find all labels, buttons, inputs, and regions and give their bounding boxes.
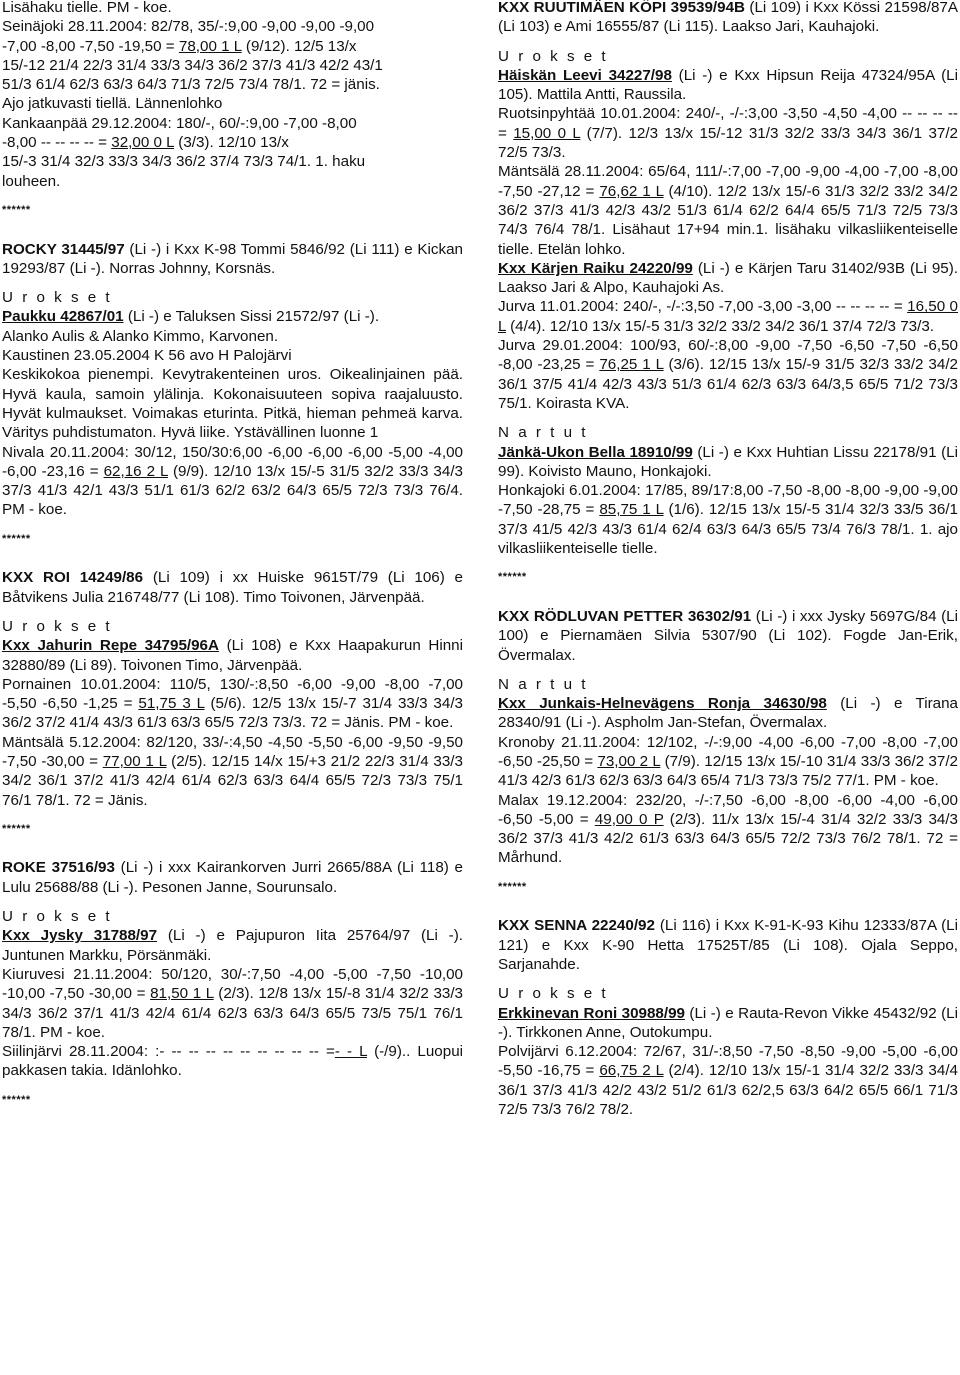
offspring-name: Kxx Junkais-Helnevägens Ronja 34630/98 — [498, 695, 827, 713]
sire-name: KXX RUUTIMÄEN KÖPI 39539/94B — [498, 0, 745, 16]
sire-entry-roke — [2, 858, 463, 1080]
trial-result: Kronoby 21.11.2004: 12/102, -/-:9,00 -4,00 -6,00 -7,00 -8,00 -7,00 -6,50 -25,50 = 73,00 2 L (7/9). 12/15 13/x 15/-10 31/4 33/3 36/2 37/2 41/3 42/3 61/3 62/3 63/3 64/3 65/4 71/3 73/3 75/2 77/1. PM - koe. — [498, 733, 958, 790]
trial-result: Jurva 11.01.2004: 240/-, -/-:3,50 -7,00 -3,00 -3,00 -- -- -- -- = 16,50 0 L (4/4). 12/10 13/x 15/-5 31/3 32/2 33/2 34/2 36/1 37/4 72/3 73/3. — [498, 298, 958, 335]
section-label-females: N a r t u t — [498, 675, 588, 693]
sire-entry-rocky — [2, 240, 463, 520]
trial-score: 49,00 0 P — [594, 810, 664, 828]
text-line: 15/-3 31/4 32/3 33/3 34/3 36/2 37/4 73/3 74/1. 1. haku — [2, 153, 366, 171]
trial-score: 16,50 0 L — [498, 298, 958, 335]
trial-result: Siilinjärvi 28.11.2004: :- -- -- -- -- -- -- -- -- -- =- - L (-/9).. Luopui pakkasen takia. Idänlohko. — [2, 1043, 464, 1080]
trial-score: 73,00 2 L — [597, 752, 661, 770]
sire-entry-senna — [498, 916, 958, 1119]
trial-score: 32,00 0 L — [111, 134, 175, 152]
offspring-name: Kxx Jahurin Repe 34795/96A — [2, 637, 219, 655]
trial-result: Pornainen 10.01.2004: 110/5, 130/-:8,50 -6,00 -9,00 -8,00 -7,00 -5,50 -6,50 -1,25 = 51,75 3 L (5/6). 12/5 13/x 15/-7 31/4 33/3 34/3 36/2 37/2 41/4 43/3 61/3 63/3 65/5 72/3 73/3. 72 = Jänis. PM - koe. — [2, 675, 463, 732]
trial-score: 62,16 2 L — [103, 462, 168, 480]
trial-result: Jurva 29.01.2004: 100/93, 60/-:8,00 -9,00 -7,50 -6,50 -7,50 -6,50 -8,00 -23,25 = 76,25 1 L (3/6). 12/15 13/x 15/-9 31/5 32/3 33/2 34/2 36/1 37/5 41/4 42/3 43/3 51/3 61/4 62/3 63/3 64/3,5 65/5 71/2 73/3 75/1. Koirasta KVA. — [498, 337, 958, 412]
trial-result: Ruotsinpyhtää 10.01.2004: 240/-, -/-:3,00 -3,50 -4,50 -4,00 -- -- -- -- = 15,00 0 L (7/7). 12/3 13/x 15/-12 31/3 32/2 33/3 34/3 36/1 37/2 72/5 73/3. — [498, 105, 959, 162]
trial-score: 76,62 1 L — [599, 182, 664, 200]
offspring-header: Kxx Junkais-Helnevägens Ronja 34630/98 (Li -) e Tirana 28340/91 (Li -). Aspholm Jan-Stefan, Övermalax. — [498, 695, 958, 732]
text-line: 51/3 61/4 62/3 63/3 64/3 71/3 72/5 73/4 78/1. 72 = jänis. — [2, 76, 380, 94]
section-label-males: U r o k s e t — [2, 617, 113, 635]
trial-result: Mäntsälä 28.11.2004: 65/64, 111/-:7,00 -7,00 -9,00 -4,00 -7,00 -8,00 -7,50 -27,12 = 76,62 1 L (4/10). 12/2 13/x 15/-6 31/3 32/2 33/2 34/2 36/2 37/3 41/3 42/3 43/2 51/3 61/4 62/2 64/4 65/5 71/3 72/5 73/3 74/3 76/4 78/1. Lisähaut 17+94 min.1. lisähaku vilkasliikenteiselle tielle. Etelän lohko. — [498, 163, 958, 258]
trial-result: Honkajoki 6.01.2004: 17/85, 89/17:8,00 -7,50 -8,00 -8,00 -9,00 -9,00 -7,50 -28,75 = 85,75 1 L (1/6). 12/15 13/x 15/-5 31/4 32/3 33/5 36/1 37/3 41/5 42/3 43/3 61/4 62/4 63/3 64/3 65/5 73/4 76/3 78/1. 1. ajo vilkasliikenteiselle tielle. — [498, 482, 958, 558]
separator: ****** — [2, 203, 31, 216]
trial-result: Kiuruvesi 21.11.2004: 50/120, 30/-:7,50 -4,00 -5,00 -7,50 -10,00 -10,00 -7,50 -30,00 = 81,50 1 L (2/3). 12/8 13/x 15/-8 31/4 32/2 33/3 34/3 36/2 37/1 41/3 42/4 61/4 62/3 63/3 64/3 65/5 73/5 75/1 76/1 78/1. PM - koe. — [2, 965, 464, 1041]
section-label-males: U r o k s e t — [498, 47, 609, 65]
trial-score: 15,00 0 L — [513, 124, 581, 142]
sire-header: ROCKY 31445/97 (Li -) i Kxx K-98 Tommi 5846/92 (Li 111) e Kickan 19293/87 (Li -). Norras Johnny, Korsnäs. — [2, 240, 464, 277]
offspring-header: Jänkä-Ukon Bella 18910/99 (Li -) e Kxx Huhtian Lissu 22178/91 (Li 99). Koivisto Mauno, Honkajoki. — [498, 443, 958, 480]
sire-name: KXX RÖDLUVAN PETTER 36302/91 — [498, 607, 752, 625]
sire-name: ROKE 37516/93 — [2, 859, 115, 877]
trial-result-line: -7,00 -8,00 -7,50 -19,50 = 78,00 1 L (9/12). 12/5 13/x — [2, 37, 357, 55]
offspring-name: Kxx Kärjen Raiku 24220/99 — [498, 259, 693, 277]
offspring-header: Kxx Jysky 31788/97 (Li -) e Pajupuron Iita 25764/97 (Li -). Juntunen Markku, Pörsänmäki. — [2, 927, 463, 964]
separator: ****** — [2, 532, 31, 545]
trial-score: 78,00 1 L — [178, 37, 242, 55]
trial-result: Mäntsälä 5.12.2004: 82/120, 33/-:4,50 -4,50 -5,50 -6,00 -9,50 -9,50 -7,50 -30,00 = 77,00 1 L (2/5). 12/15 14/x 15/+3 21/2 22/3 31/4 33/3 34/2 36/1 37/2 41/3 42/4 61/4 62/3 63/3 64/4 65/5 72/3 73/3 75/1 76/1 78/1. 72 = Jänis. — [2, 733, 463, 809]
owner-line: Alanko Aulis & Alanko Kimmo, Karvonen. — [2, 327, 279, 345]
trial-score: 66,75 2 L — [599, 1062, 664, 1080]
sire-entry-petter — [498, 607, 958, 868]
sire-header: KXX SENNA 22240/92 (Li 116) i Kxx K-91-K-93 Kihu 12333/87A (Li 121) e Kxx K-90 Hetta 17525T/85 (Li 108). Ojala Seppo, Sarjanahde. — [498, 917, 958, 973]
text-line: Seinäjoki 28.11.2004: 82/78, 35/-:9,00 -9,00 -9,00 -9,00 — [2, 18, 375, 36]
section-label-females: N a r t u t — [498, 424, 588, 442]
offspring-name: Kxx Jysky 31788/97 — [2, 927, 158, 945]
show-description: Keskikokoa pienempi. Kevytrakenteinen uros. Oikealinjainen pää. Hyvä kaula, samoin ylälinja. Kokonaisuuteen sopiva raajaluusto. Hyvät kulmaukset. Voimakas eturinta. Pitkä, hieman pehmeä karva. Väritys puhdistumaton. Hyvä liike. Ystävällinen luonne 1 — [2, 366, 463, 442]
text-line: Kankaanpää 29.12.2004: 180/-, 60/-:9,00 -7,00 -8,00 — [2, 114, 357, 132]
section-label-males: U r o k s e t — [498, 985, 609, 1003]
section-label-males: U r o k s e t — [2, 908, 113, 926]
trial-score: 81,50 1 L — [150, 985, 214, 1003]
offspring-header: Erkkinevan Roni 30988/99 (Li -) e Rauta-Revon Vikke 45432/92 (Li -). Tirkkonen Anne, Outokumpu. — [498, 1004, 958, 1041]
trial-result-line: -8,00 -- -- -- -- = 32,00 0 L (3/3). 12/10 13/x — [2, 134, 289, 152]
trial-score: 77,00 1 L — [102, 752, 167, 770]
sire-name: ROCKY 31445/97 — [2, 240, 125, 258]
separator: ****** — [2, 1093, 31, 1106]
trial-score: 76,25 1 L — [599, 356, 664, 374]
sire-header: KXX RUUTIMÄEN KÖPI 39539/94B (Li 109) i Kxx Kössi 21598/87A (Li 103) e Ami 16555/87 (Li 115). Laakso Jari, Kauhajoki. — [498, 0, 958, 36]
sire-name: KXX SENNA 22240/92 — [498, 917, 655, 935]
trial-score: - - L — [334, 1043, 368, 1061]
offspring-header: Häiskän Leevi 34227/98 (Li -) e Kxx Hipsun Reija 47324/95A (Li 105). Mattila Antti, Raussila. — [498, 66, 958, 104]
offspring-name: Häiskän Leevi 34227/98 — [498, 66, 672, 84]
separator: ****** — [2, 822, 31, 835]
separator: ****** — [498, 880, 527, 893]
section-label-males: U r o k s e t — [2, 289, 113, 307]
sire-entry-kopi — [498, 0, 958, 558]
offspring-header: Kxx Jahurin Repe 34795/96A (Li 108) e Kxx Haapakurun Hinni 32880/89 (Li 89). Toivonen Timo, Järvenpää. — [2, 637, 463, 674]
sire-entry-roi — [2, 568, 463, 810]
offspring-name: Jänkä-Ukon Bella 18910/99 — [498, 443, 693, 461]
offspring-header: Paukku 42867/01 (Li -) e Taluksen Sissi 21572/97 (Li -). — [2, 308, 380, 326]
sire-header: ROKE 37516/93 (Li -) i xxx Kairankorven Jurri 2665/88A (Li 118) e Lulu 25688/88 (Li -). Pesonen Janne, Sourunsalo. — [2, 859, 463, 896]
sire-header: KXX RÖDLUVAN PETTER 36302/91 (Li -) i xxx Jysky 5697G/84 (Li 100) e Piernamäen Silvia 5307/90 (Li 102). Fogde Jan-Erik, Övermalax. — [498, 607, 959, 664]
right-column — [498, 0, 958, 1119]
text-line: Lisähaku tielle. PM - koe. — [2, 0, 172, 16]
trial-result: Nivala 20.11.2004: 30/12, 150/30:6,00 -6,00 -6,00 -6,00 -5,00 -4,00 -6,00 -23,16 = 62,16 2 L (9/9). 12/10 13/x 15/-5 31/5 32/2 33/3 34/3 37/3 41/3 42/1 43/3 51/1 61/3 62/2 63/2 64/3 65/5 72/3 73/3 76/4. PM - koe. — [2, 443, 463, 519]
sire-name: KXX ROI 14249/86 — [2, 569, 144, 587]
offspring-header: Kxx Kärjen Raiku 24220/99 (Li -) e Kärjen Taru 31402/93B (Li 95). Laakso Jari & Alpo, Kauhajoki As. — [498, 259, 958, 297]
separator: ****** — [498, 571, 527, 584]
text-line: 15/-12 21/4 22/3 31/4 33/3 34/3 36/2 37/3 41/3 42/2 43/1 — [2, 56, 383, 74]
trial-score: 85,75 1 L — [599, 501, 664, 519]
sire-header: KXX ROI 14249/86 (Li 109) i xx Huiske 9615T/79 (Li 106) e Båtvikens Julia 216748/77 (Li 108). Timo Toivonen, Järvenpää. — [2, 569, 463, 606]
trial-score: 51,75 3 L — [138, 695, 205, 713]
trial-result: Malax 19.12.2004: 232/20, -/-:7,50 -6,00 -8,00 -6,00 -4,00 -6,00 -6,50 -5,00 = 49,00 0 P (2/3). 11/x 13/x 15/-4 31/4 32/2 33/3 34/3 36/2 37/3 41/3 42/2 61/3 63/3 64/3 65/5 72/2 73/3 76/2 78/1. 72 = Mårhund. — [498, 791, 959, 867]
trial-result: Polvijärvi 6.12.2004: 72/67, 31/-:8,50 -7,50 -8,50 -9,00 -5,00 -6,00 -5,50 -16,75 = 66,75 2 L (2/4). 12/10 13/x 15/-1 31/4 32/2 33/3 34/4 36/1 37/3 41/3 42/2 43/2 51/2 61/3 62/2,5 63/3 64/2 65/5 66/1 71/3 72/5 73/3 76/2 78/2. — [498, 1043, 958, 1119]
entry-continued — [2, 0, 463, 191]
show-line: Kaustinen 23.05.2004 K 56 avo H Palojärvi — [2, 347, 292, 365]
offspring-name: Erkkinevan Roni 30988/99 — [498, 1004, 685, 1022]
text-line: louheen. — [2, 172, 61, 190]
left-column — [2, 0, 463, 1110]
offspring-name: Paukku 42867/01 — [2, 308, 124, 326]
text-line: Ajo jatkuvasti tiellä. Lännenlohko — [2, 95, 223, 113]
